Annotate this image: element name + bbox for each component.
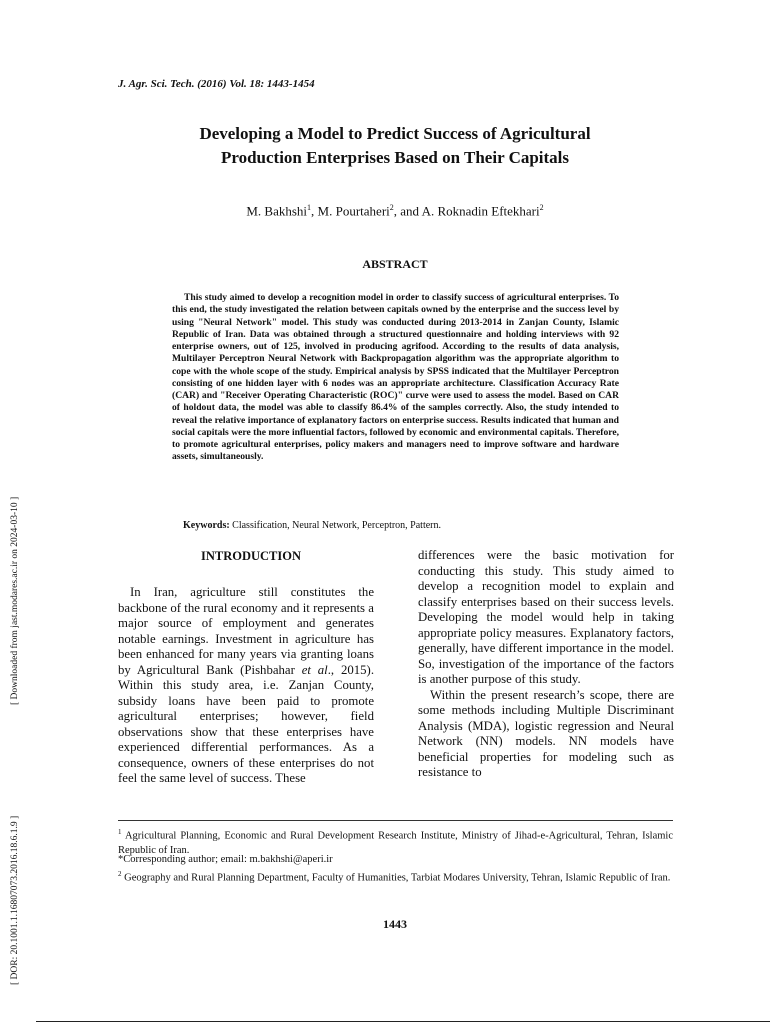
- title-line-1: Developing a Model to Predict Success of Agricultural: [199, 124, 591, 143]
- corresponding-author: *Corresponding author; email: m.bakhshi@aperi.ir: [118, 854, 333, 865]
- keywords-label: Keywords:: [183, 520, 230, 531]
- author-3-affiliation: 2: [539, 203, 544, 212]
- intro-right-paragraph-1: differences were the basic motivation for conducting this study. This study aimed to develop a recognition model to explain and classify enterprises based on their success levels. Developing the model would help in taking appropriate policy measures. Explanatory factors, generally, have different importance in the model. So, investigation of the importance of the factors is another purpose of this study.: [418, 548, 674, 686]
- dor-watermark: [ DOR: 20.1001.1.16807073.2016.18.6.1.9 ]: [10, 815, 20, 985]
- footnote-separator: [118, 820, 673, 821]
- footnote-1-text: Agricultural Planning, Economic and Rural Development Research Institute, Ministry of Jihad-e-Agricultural, Tehran, Islamic Republic of Iran.: [118, 830, 673, 856]
- intro-left-etal: et al: [301, 662, 328, 677]
- abstract-body: This study aimed to develop a recognition model in order to classify success of agricultural enterprises. To this end, the study investigated the relation between capitals owned by the enterprise and the success level by using "Neural Network" model. This study was conducted during 2013-2014 in Zanjan County, Islamic Republic of Iran. Data was obtained through a structured questionnaire and holding interviews with 92 enterprise owners, out of 125, involved in producing agrifood. According to the results of data analysis, Multilayer Perceptron Neural Network with Backpropagation algorithm was the appropriate algorithm to cope with the whole scope of the study. Empirical analysis by SPSS indicated that the Multilayer Perceptron consisting of one hidden layer with 6 nodes was an appropriate architecture. Classification Accuracy Rate (CAR) and "Receiver Operating Characteristic (ROC)" curve were used to assess the model. Based on CAR of holdout data, the model was able to classify 86.4% of the samples correctly. Also, the study intended to reveal the relative importance of explanatory factors on enterprise success. Results indicated that human and social capitals were the more influential factors, followed by economic and environmental capitals. Therefore, to promote agricultural enterprises, policy makers and managers need to improve software and hardware assets, simultaneously.: [172, 292, 619, 463]
- footnote-1-marker: 1: [118, 828, 122, 836]
- footnote-2-marker: 2: [118, 870, 122, 878]
- intro-left-text-1: In Iran, agriculture still constitutes the backbone of the rural economy and it represents a major source of employment and generates notable earnings. Investment in agriculture has been enhanced for many years via granting loans by Agricultural Bank (Pishbahar: [118, 585, 374, 677]
- page-number: 1443: [383, 917, 407, 931]
- author-2-affiliation: 2: [389, 203, 394, 212]
- intro-right-paragraph-2: Within the present research’s scope, there are some methods including Multiple Discriminant Analysis (MDA), logistic regression and Neural Network (NN) models. NN models have beneficial properties for modeling such as resistance to: [418, 687, 674, 779]
- abstract-heading: ABSTRACT: [362, 257, 428, 271]
- footnote-2-text: Geography and Rural Planning Department, Faculty of Humanities, Tarbiat Modares University, Tehran, Islamic Republic of Iran.: [121, 872, 671, 884]
- journal-citation: J. Agr. Sci. Tech. (2016) Vol. 18: 1443-1454: [118, 78, 315, 90]
- introduction-heading: INTRODUCTION: [200, 549, 301, 563]
- intro-right-column: [418, 548, 674, 781]
- keywords: [183, 520, 441, 531]
- page-bottom-rule: [36, 1021, 770, 1022]
- author-2: , M. Pourtaheri: [311, 203, 390, 219]
- download-watermark: [ Downloaded from jast.modares.ac.ir on 2024-03-10 ]: [10, 496, 20, 705]
- intro-left-text-2: ., 2015). Within this study area, i.e. Zanjan County, subsidy loans have been paid to promote agricultural enterprises; however, field observations show that these enterprises have experienced differential performances. As a consequence, owners of these enterprises do not feel the same level of success. These: [118, 662, 375, 785]
- intro-left-column: [118, 585, 374, 787]
- author-1: M. Bakhshi: [246, 203, 308, 219]
- author-list: [100, 203, 690, 219]
- title-line-2: Production Enterprises Based on Their Capitals: [220, 148, 570, 167]
- paper-title: [100, 122, 690, 170]
- footnote-2: [118, 867, 673, 886]
- author-1-affiliation: 1: [307, 203, 312, 212]
- author-3: , and A. Roknadin Eftekhari: [393, 203, 540, 219]
- keywords-value: Classification, Neural Network, Perceptron, Pattern.: [229, 520, 441, 531]
